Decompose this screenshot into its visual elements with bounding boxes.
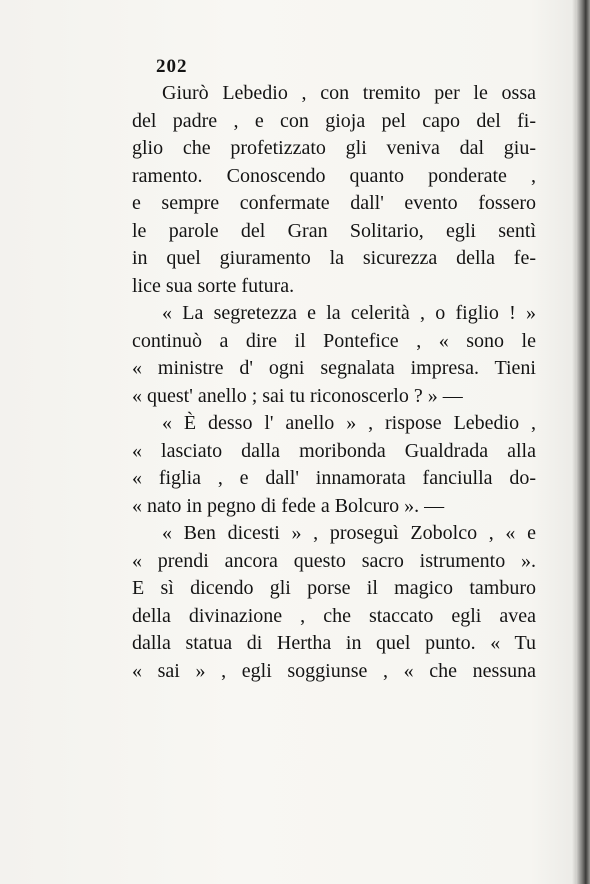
- text-line: glio che profetizzato gli veniva dal giu-: [132, 137, 536, 159]
- text-line: della divinazione , che staccato egli avea: [132, 604, 536, 627]
- text-line: lice sua sorte futura.: [132, 274, 295, 297]
- text-line: « nato in pegno di fede a Bolcuro ». —: [132, 494, 445, 517]
- text-line: continuò a dire il Pontefice , « sono le: [132, 329, 536, 352]
- text-line: « prendi ancora questo sacro istrumento ».: [132, 549, 536, 572]
- text-line: e sempre confermate dall' evento fossero: [132, 192, 536, 214]
- text-line: « È desso l' anello » , rispose Lebedio ,: [162, 412, 536, 434]
- text-line: E sì dicendo gli porse il magico tamburo: [132, 577, 536, 599]
- text-lines: [132, 80, 536, 685]
- page-number: 202: [156, 56, 188, 77]
- page-text-block: [132, 54, 536, 685]
- text-line: Giurò Lebedio , con tremito per le ossa: [162, 82, 536, 104]
- text-line: del padre , e con gioja pel capo del fi-: [132, 109, 536, 132]
- text-line: « quest' anello ; sai tu riconoscerlo ? » —: [132, 384, 463, 407]
- text-line: le parole del Gran Solitario, egli sentì: [132, 219, 536, 242]
- text-line: in quel giuramento la sicurezza della fe-: [132, 247, 536, 269]
- text-line: ramento. Conoscendo quanto ponderate ,: [132, 164, 536, 187]
- text-line: dalla statua di Hertha in quel punto. « Tu: [132, 632, 536, 654]
- text-line: « lasciato dalla moribonda Gualdrada alla: [132, 439, 536, 462]
- book-binding-edge: [576, 0, 590, 884]
- text-line: « Ben dicesti » , proseguì Zobolco , « e: [162, 522, 536, 544]
- text-line: « La segretezza e la celerità , o figlio ! »: [162, 302, 536, 324]
- text-line: « sai » , egli soggiunse , « che nessuna: [132, 659, 536, 682]
- text-line: « figlia , e dall' innamorata fanciulla do-: [132, 467, 536, 489]
- text-line: « ministre d' ogni segnalata impresa. Tieni: [132, 357, 536, 379]
